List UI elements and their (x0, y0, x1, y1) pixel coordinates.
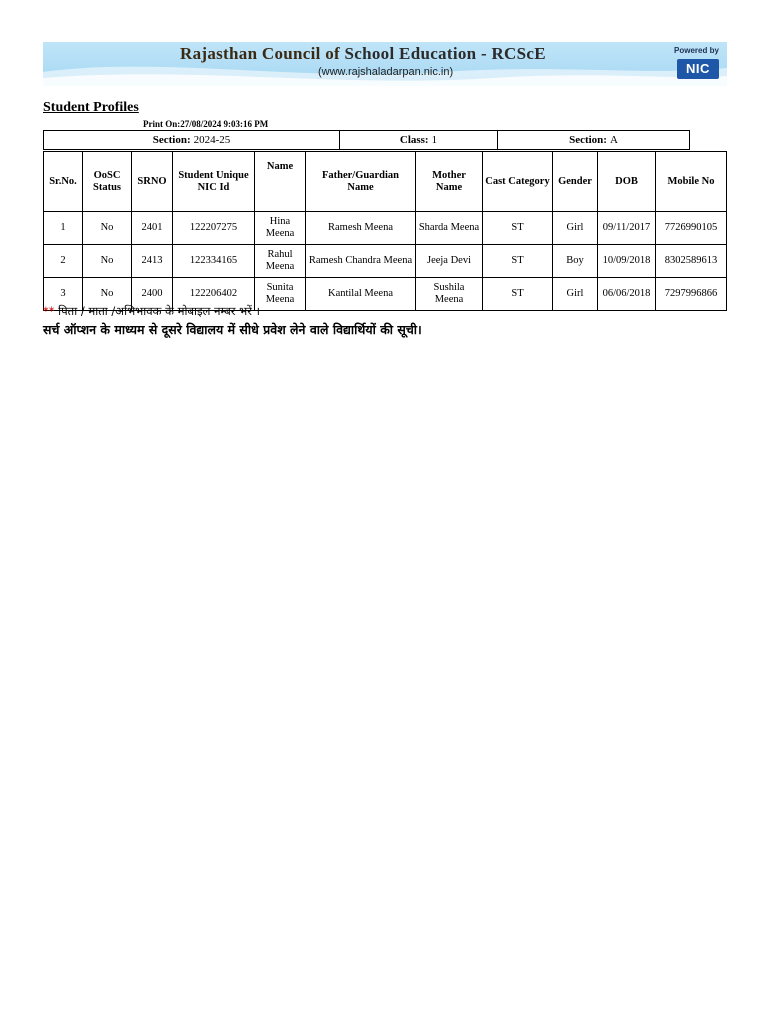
cell-dob: 06/06/2018 (598, 278, 656, 311)
cell-oosc-status: No (83, 278, 132, 311)
powered-by-label: Powered by (674, 46, 719, 55)
class-value: 1 (431, 134, 438, 146)
cell-unique-nic-id: 122207275 (173, 212, 255, 245)
cell-oosc-status: No (83, 245, 132, 278)
cell-mother-name: Sushila Meena (416, 278, 483, 311)
cell-srno: 2 (44, 245, 83, 278)
required-stars: ** (43, 304, 55, 318)
banner-title-part1: Rajasthan Council of (180, 44, 340, 63)
cell-gender: Boy (553, 245, 598, 278)
cell-srno: 3 (44, 278, 83, 311)
cell-father-name: Ramesh Meena (306, 212, 416, 245)
cell-mobile-no: 8302589613 (656, 245, 727, 278)
session-label: Section: (152, 134, 191, 146)
class-label: Class: (399, 134, 429, 146)
section-label: Section: (569, 134, 607, 146)
cell-gender: Girl (553, 278, 598, 311)
page-title: Student Profiles (43, 100, 139, 115)
direct-admission-note: सर्च ऑप्शन के माध्यम से दूसरे विद्यालय में सीधे प्रवेश लेने वाले विद्यार्थियों की सूची। (43, 322, 422, 337)
header-oosc-status: OoSC Status (83, 152, 132, 212)
cell-srno-code: 2401 (132, 212, 173, 245)
header-unique-nic-id: Student Unique NIC Id (173, 152, 255, 212)
cell-oosc-status: No (83, 212, 132, 245)
cell-cast-category: ST (483, 278, 553, 311)
cell-srno-code: 2413 (132, 245, 173, 278)
mobile-number-note-text: पिता / माता /अभिभावक के मोबाइल नम्बर भरें । (58, 304, 260, 318)
session-cell (44, 131, 340, 149)
mobile-number-note (43, 304, 260, 319)
class-cell (340, 131, 498, 149)
cell-name: Sunita Meena (255, 278, 306, 311)
header-mobile-no: Mobile No (656, 152, 727, 212)
banner-title-part2: School Education - RCScE (344, 44, 546, 63)
cell-srno-code: 2400 (132, 278, 173, 311)
cell-mobile-no: 7726990105 (656, 212, 727, 245)
cell-dob: 10/09/2018 (598, 245, 656, 278)
header-father-name: Father/Guardian Name (306, 152, 416, 212)
cell-mobile-no: 7297996866 (656, 278, 727, 311)
section-info-bar (43, 130, 690, 150)
cell-mother-name: Jeeja Devi (416, 245, 483, 278)
cell-gender: Girl (553, 212, 598, 245)
cell-srno: 1 (44, 212, 83, 245)
cell-cast-category: ST (483, 212, 553, 245)
header-gender: Gender (553, 152, 598, 212)
header-cast-category: Cast Category (483, 152, 553, 212)
section-cell (498, 131, 689, 149)
table-header-row (44, 152, 727, 212)
print-timestamp: Print On:27/08/2024 9:03:16 PM (143, 119, 269, 129)
table-row (44, 212, 727, 245)
student-profiles-table (43, 151, 727, 311)
header-srno: Sr.No. (44, 152, 83, 212)
header-name: Name (255, 152, 306, 212)
session-value: 2024-25 (193, 134, 231, 146)
cell-dob: 09/11/2017 (598, 212, 656, 245)
nic-logo: NIC (677, 59, 719, 79)
header-mother-name: Mother Name (416, 152, 483, 212)
section-value: A (609, 134, 618, 146)
cell-father-name: Kantilal Meena (306, 278, 416, 311)
banner-title (180, 44, 546, 64)
header-srno-code: SRNO (132, 152, 173, 212)
cell-unique-nic-id: 122334165 (173, 245, 255, 278)
cell-name: Rahul Meena (255, 245, 306, 278)
header-banner (43, 42, 727, 86)
cell-cast-category: ST (483, 245, 553, 278)
cell-father-name: Ramesh Chandra Meena (306, 245, 416, 278)
cell-unique-nic-id: 122206402 (173, 278, 255, 311)
cell-mother-name: Sharda Meena (416, 212, 483, 245)
cell-name: Hina Meena (255, 212, 306, 245)
header-dob: DOB (598, 152, 656, 212)
banner-url: (www.rajshaladarpan.nic.in) (318, 66, 454, 78)
table-row (44, 245, 727, 278)
